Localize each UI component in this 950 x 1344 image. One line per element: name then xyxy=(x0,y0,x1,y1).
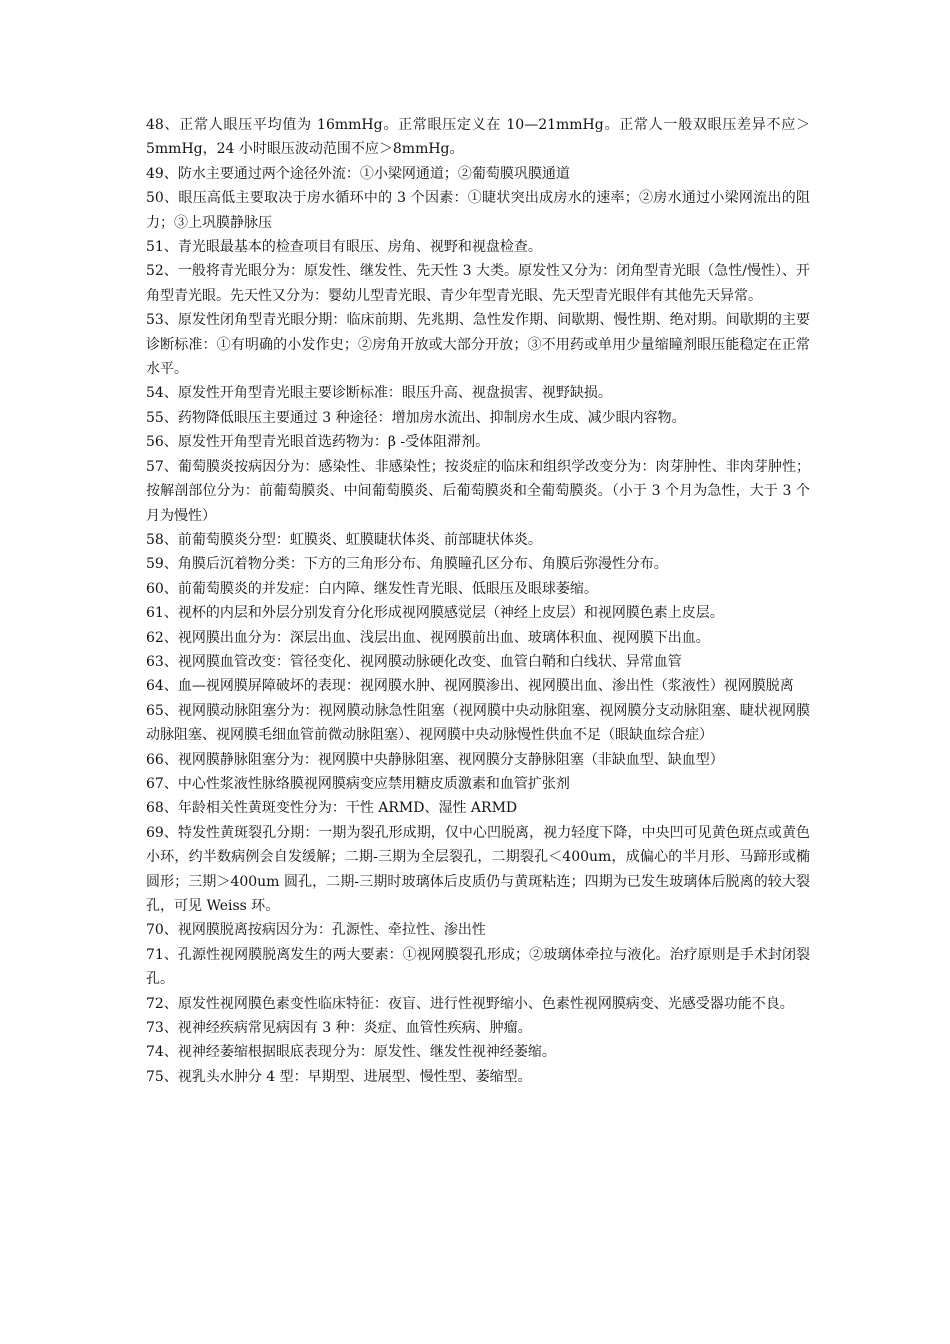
list-item: 54、原发性开角型青光眼主要诊断标准：眼压升高、视盘损害、视野缺损。 xyxy=(146,385,612,402)
list-item: 71、孔源性视网膜脱离发生的两大要素：①视网膜裂孔形成；②玻璃体牵拉与液化。治疗原则是手术封闭裂孔。 xyxy=(146,946,810,988)
list-item: 59、角膜后沉着物分类：下方的三角形分布、角膜瞳孔区分布、角膜后弥漫性分布。 xyxy=(146,556,668,573)
list-item: 63、视网膜血管改变：管径变化、视网膜动脉硬化改变、血管白鞘和白线状、异常血管 xyxy=(146,653,682,670)
list-item: 73、视神经疾病常见病因有 3 种：炎症、血管性疾病、肿瘤。 xyxy=(146,1020,532,1037)
document-body xyxy=(146,113,810,1089)
list-item: 53、原发性闭角型青光眼分期：临床前期、先兆期、急性发作期、间歇期、慢性期、绝对期。间歇期的主要诊断标准：①有明确的小发作史；②房角开放或大部分开放；③不用药或单用少量缩瞳剂眼压能稳定在正常水平。 xyxy=(146,312,810,378)
list-item: 58、前葡萄膜炎分型：虹膜炎、虹膜睫状体炎、前部睫状体炎。 xyxy=(146,531,542,548)
list-item: 72、原发性视网膜色素变性临床特征：夜盲、进行性视野缩小、色素性视网膜病变、光感受器功能不良。 xyxy=(146,995,794,1012)
list-item: 70、视网膜脱离按病因分为：孔源性、牵拉性、渗出性 xyxy=(146,922,486,939)
list-item: 56、原发性开角型青光眼首选药物为：β -受体阻滞剂。 xyxy=(146,434,490,451)
list-item: 74、视神经萎缩根据眼底表现分为：原发性、继发性视神经萎缩。 xyxy=(146,1044,556,1061)
list-item: 62、视网膜出血分为：深层出血、浅层出血、视网膜前出血、玻璃体积血、视网膜下出血。 xyxy=(146,629,710,646)
list-item: 49、防水主要通过两个途径外流：①小梁网通道；②葡萄膜巩膜通道 xyxy=(146,165,570,182)
list-item: 64、血—视网膜屏障破坏的表现：视网膜水肿、视网膜渗出、视网膜出血、渗出性（浆液性）视网膜脱离 xyxy=(146,678,794,695)
list-item: 50、眼压高低主要取决于房水循环中的 3 个因素：①睫状突出成房水的速率；②房水通过小梁网流出的阻力；③上巩膜静脉压 xyxy=(146,190,810,231)
list-item: 60、前葡萄膜炎的并发症：白内障、继发性青光眼、低眼压及眼球萎缩。 xyxy=(146,580,598,597)
list-item: 55、药物降低眼压主要通过 3 种途径：增加房水流出、抑制房水生成、减少眼内容物。 xyxy=(146,409,686,426)
list-item: 66、视网膜静脉阻塞分为：视网膜中央静脉阻塞、视网膜分支静脉阻塞（非缺血型、缺血型） xyxy=(146,751,724,768)
list-item: 48、正常人眼压平均值为 16mmHg。正常眼压定义在 10—21mmHg。正常人一般双眼压差异不应＞5mmHg，24 小时眼压波动范围不应＞8mmHg。 xyxy=(146,117,810,158)
list-item: 57、葡萄膜炎按病因分为：感染性、非感染性；按炎症的临床和组织学改变分为：肉芽肿性、非肉芽肿性；按解剖部位分为：前葡萄膜炎、中间葡萄膜炎、后葡萄膜炎和全葡萄膜炎。（小于 3 个月为急性，大于 3 个月为慢性） xyxy=(146,458,810,524)
list-item: 51、青光眼最基本的检查项目有眼压、房角、视野和视盘检查。 xyxy=(146,239,542,256)
list-item: 67、中心性浆液性脉络膜视网膜病变应禁用糖皮质激素和血管扩张剂 xyxy=(146,775,570,792)
list-item: 52、一般将青光眼分为：原发性、继发性、先天性 3 大类。原发性又分为：闭角型青光眼（急性/慢性）、开角型青光眼。先天性又分为：婴幼儿型青光眼、青少年型青光眼、先天型青光眼伴有其他先天异常。 xyxy=(146,263,810,304)
list-item: 75、视乳头水肿分 4 型：早期型、进展型、慢性型、萎缩型。 xyxy=(146,1068,532,1085)
list-item: 65、视网膜动脉阻塞分为：视网膜动脉急性阻塞（视网膜中央动脉阻塞、视网膜分支动脉阻塞、睫状视网膜动脉阻塞、视网膜毛细血管前微动脉阻塞）、视网膜中央动脉慢性供血不足（眼缺血综合症） xyxy=(146,702,810,744)
list-item: 68、年龄相关性黄斑变性分为：干性 ARMD、湿性 ARMD xyxy=(146,800,518,817)
list-item: 69、特发性黄斑裂孔分期：一期为裂孔形成期，仅中心凹脱离，视力轻度下降，中央凹可见黄色斑点或黄色小环，约半数病例会自发缓解；二期-三期为全层裂孔，二期裂孔＜400um，成偏心的半月形、马蹄形或椭圆形；三期＞400um 圆孔，二期-三期时玻璃体后皮质仍与黄斑粘连；四期为已发生玻璃体后脱离的较大裂孔，可见 Weiss 环。 xyxy=(146,824,810,914)
list-item: 61、视杯的内层和外层分别发育分化形成视网膜感觉层（神经上皮层）和视网膜色素上皮层。 xyxy=(146,605,724,622)
